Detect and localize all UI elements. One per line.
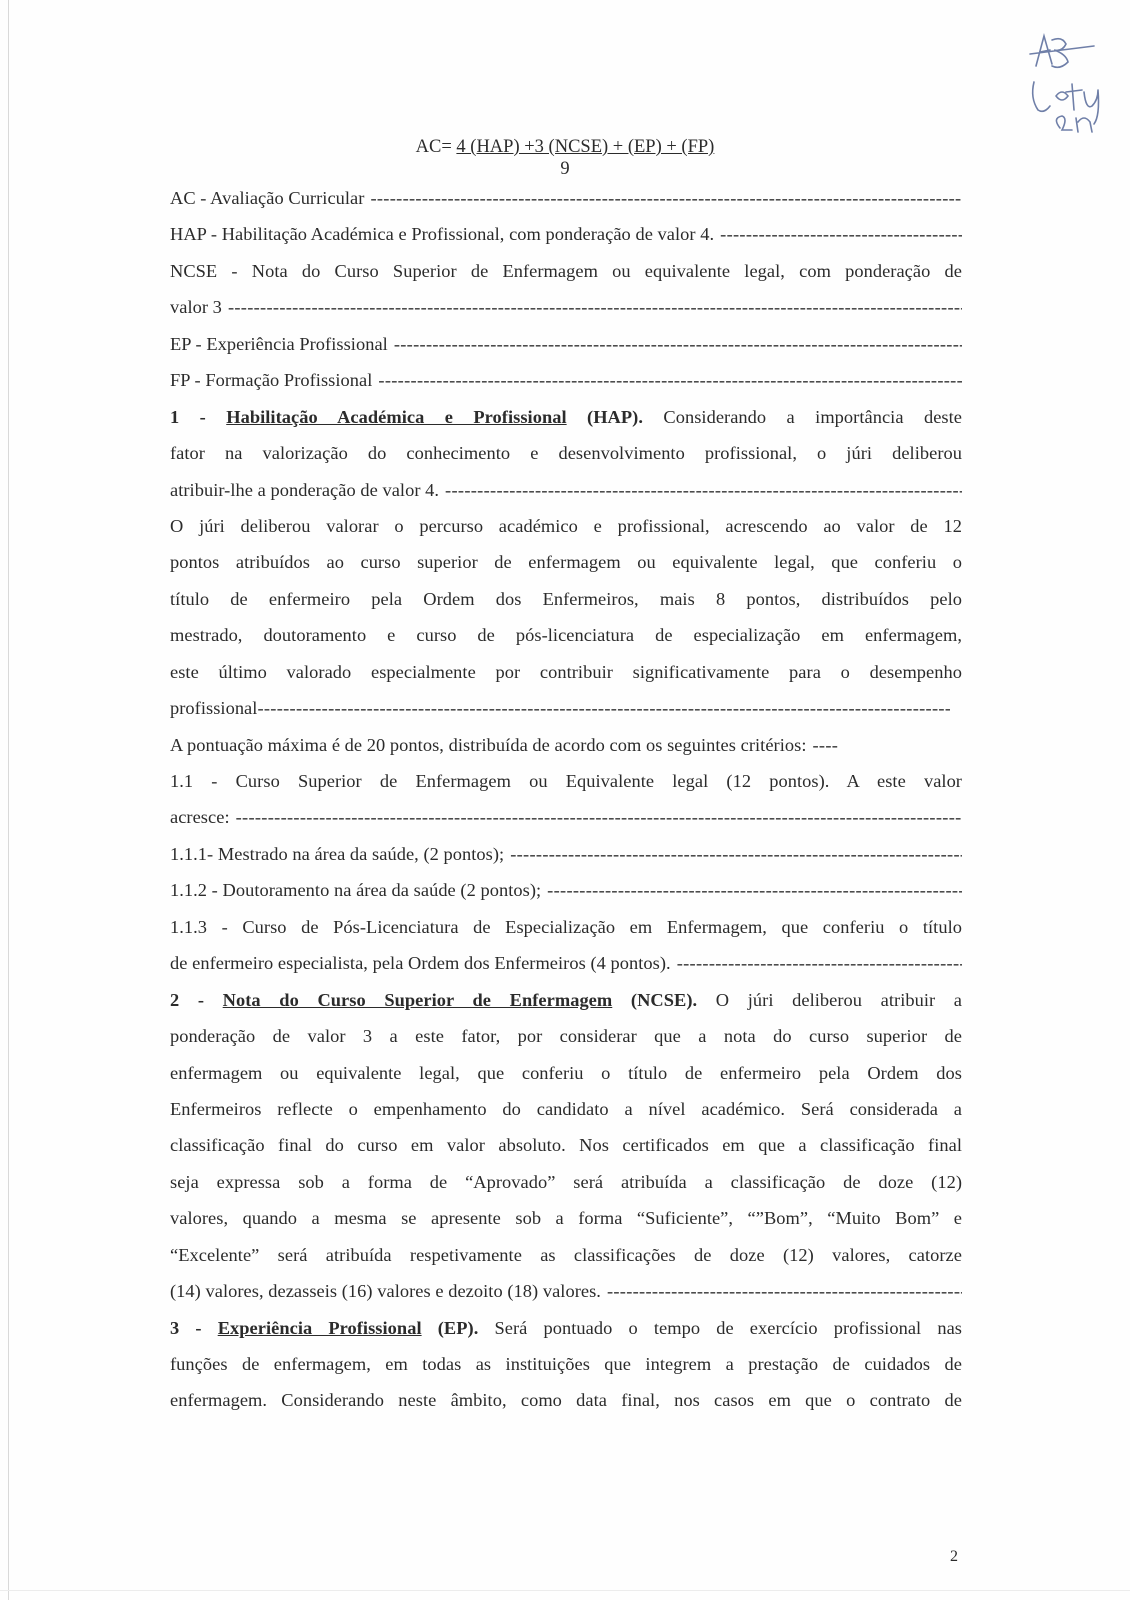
section3-heading-line: 3 - Experiência Profissional (EP). Será pontuado o tempo de exercício profissional nas [170,1317,962,1338]
dash-leader [257,690,950,726]
section2-heading: 2 - Nota do Curso Superior de Enfermagem (NCSE). [170,989,698,1010]
item-1-1-3-line1: 1.1.3 - Curso de Pós-Licenciatura de Especialização em Enfermagem, que conferiu o título [170,916,962,937]
dash-leader [370,180,962,216]
dash-leader [394,326,962,362]
dash-leader [677,945,962,981]
section3-line3: enfermagem. Considerando neste âmbito, como data final, nos casos em que o contrato de [170,1390,962,1411]
section1-para2-line6: profissional ----- [170,690,950,726]
max-points-line: A pontuação máxima é de 20 pontos, distribuída de acordo com os seguintes critérios: ---- [170,727,962,763]
scan-edge [8,0,9,1600]
section1-heading-line: 1 - Habilitação Académica e Profissional (HAP). Considerando a importância deste [170,406,962,427]
dash-leader [720,216,962,252]
section2-line8: “Excelente” será atribuída respetivamente as classificações de doze (12) valores, catorze [170,1244,962,1265]
item-1-1-3-line2: de enfermeiro especialista, pela Ordem dos Enfermeiros (4 pontos). ----- [170,945,962,981]
dash-leader [510,836,962,872]
definition-ncse-line1: NCSE - Nota do Curso Superior de Enfermagem ou equivalente legal, com ponderação de [170,260,962,281]
definition-hap: HAP - Habilitação Académica e Profissional, com ponderação de valor 4. ----- [170,216,962,252]
item-1-1-line1: 1.1 - Curso Superior de Enfermagem ou Equivalente legal (12 pontos). A este valor [170,771,962,791]
item-1-1-2: 1.1.2 - Doutoramento na área da saúde (2 pontos); ----- [170,872,962,908]
page-number: 2 [950,1548,958,1565]
definition-fp: FP - Formação Profissional ----- [170,362,962,398]
section1-para2-line4: mestrado, doutoramento e curso de pós-licenciatura de especialização em enfermagem, [170,625,962,646]
definition-ep: EP - Experiência Profissional ----- [170,326,962,362]
dash-leader [236,799,962,835]
document-body [170,180,962,1419]
section3-heading: 3 - Experiência Profissional (EP). [170,1317,479,1338]
item-1-1-1: 1.1.1- Mestrado na área da saúde, (2 pontos); ----- [170,836,962,872]
dash-leader [228,289,962,325]
section2-line6: seja expressa sob a forma de “Aprovado” será atribuída a classificação de doze (12) [170,1171,962,1192]
dash-leader [607,1273,962,1309]
section2-line4: Enfermeiros reflecte o empenhamento do candidato a nível académico. Será considerada a [170,1098,962,1119]
dash-leader [378,362,962,398]
section1-line2: fator na valorização do conhecimento e desenvolvimento profissional, o júri deliberou [170,443,962,464]
dash-leader: ---- [812,734,839,755]
definition-ac: AC - Avaliação Curricular ----- [170,180,962,216]
section1-line3: atribuir-lhe a ponderação de valor 4. ----- [170,472,962,508]
section1-para2-line1: O júri deliberou valorar o percurso académico e profissional, acrescendo ao valor de 12 [170,515,962,536]
section3-line2: funções de enfermagem, em todas as instituições que integrem a prestação de cuidados de [170,1354,962,1374]
definition-ncse-line2: valor 3 ----- [170,289,962,325]
formula-numerator-text: 4 (HAP) +3 (NCSE) + (EP) + (FP) [456,137,715,157]
section1-para2-line3: título de enfermeiro pela Ordem dos Enfermeiros, mais 8 pontos, distribuídos pelo [170,588,962,609]
section2-line5: classificação final do curso em valor absoluto. Nos certificados em que a classificação final [170,1135,962,1156]
section1-heading: 1 - Habilitação Académica e Profissional (HAP). [170,406,643,427]
dash-leader [547,872,962,908]
dash-leader [445,472,962,508]
section2-line2: ponderação de valor 3 a este fator, por considerar que a nota do curso superior de [170,1026,962,1047]
formula-prefix: AC= [415,137,457,157]
item-1-1-line2: acresce: ----- [170,799,962,835]
section2-line9: (14) valores, dezasseis (16) valores e dezoito (18) valores. ----- [170,1273,962,1309]
section1-para2-line5: este último valorado especialmente por contribuir significativamente para o desempenho [170,661,962,682]
handwritten-initials [1022,26,1122,136]
section2-line7: valores, quando a mesma se apresente sob a forma “Suficiente”, “”Bom”, “Muito Bom” e [170,1208,962,1229]
section2-line3: enfermagem ou equivalente legal, que conferiu o título de enfermeiro pela Ordem dos [170,1062,962,1083]
scan-bottom-edge [0,1590,1130,1591]
formula-denominator: 9 [560,159,570,179]
formula-numerator [170,136,960,158]
section2-heading-line: 2 - Nota do Curso Superior de Enfermagem (NCSE). O júri deliberou atribuir a [170,989,962,1010]
section1-para2-line2: pontos atribuídos ao curso superior de enfermagem ou equivalente legal, que conferiu o [170,552,962,573]
